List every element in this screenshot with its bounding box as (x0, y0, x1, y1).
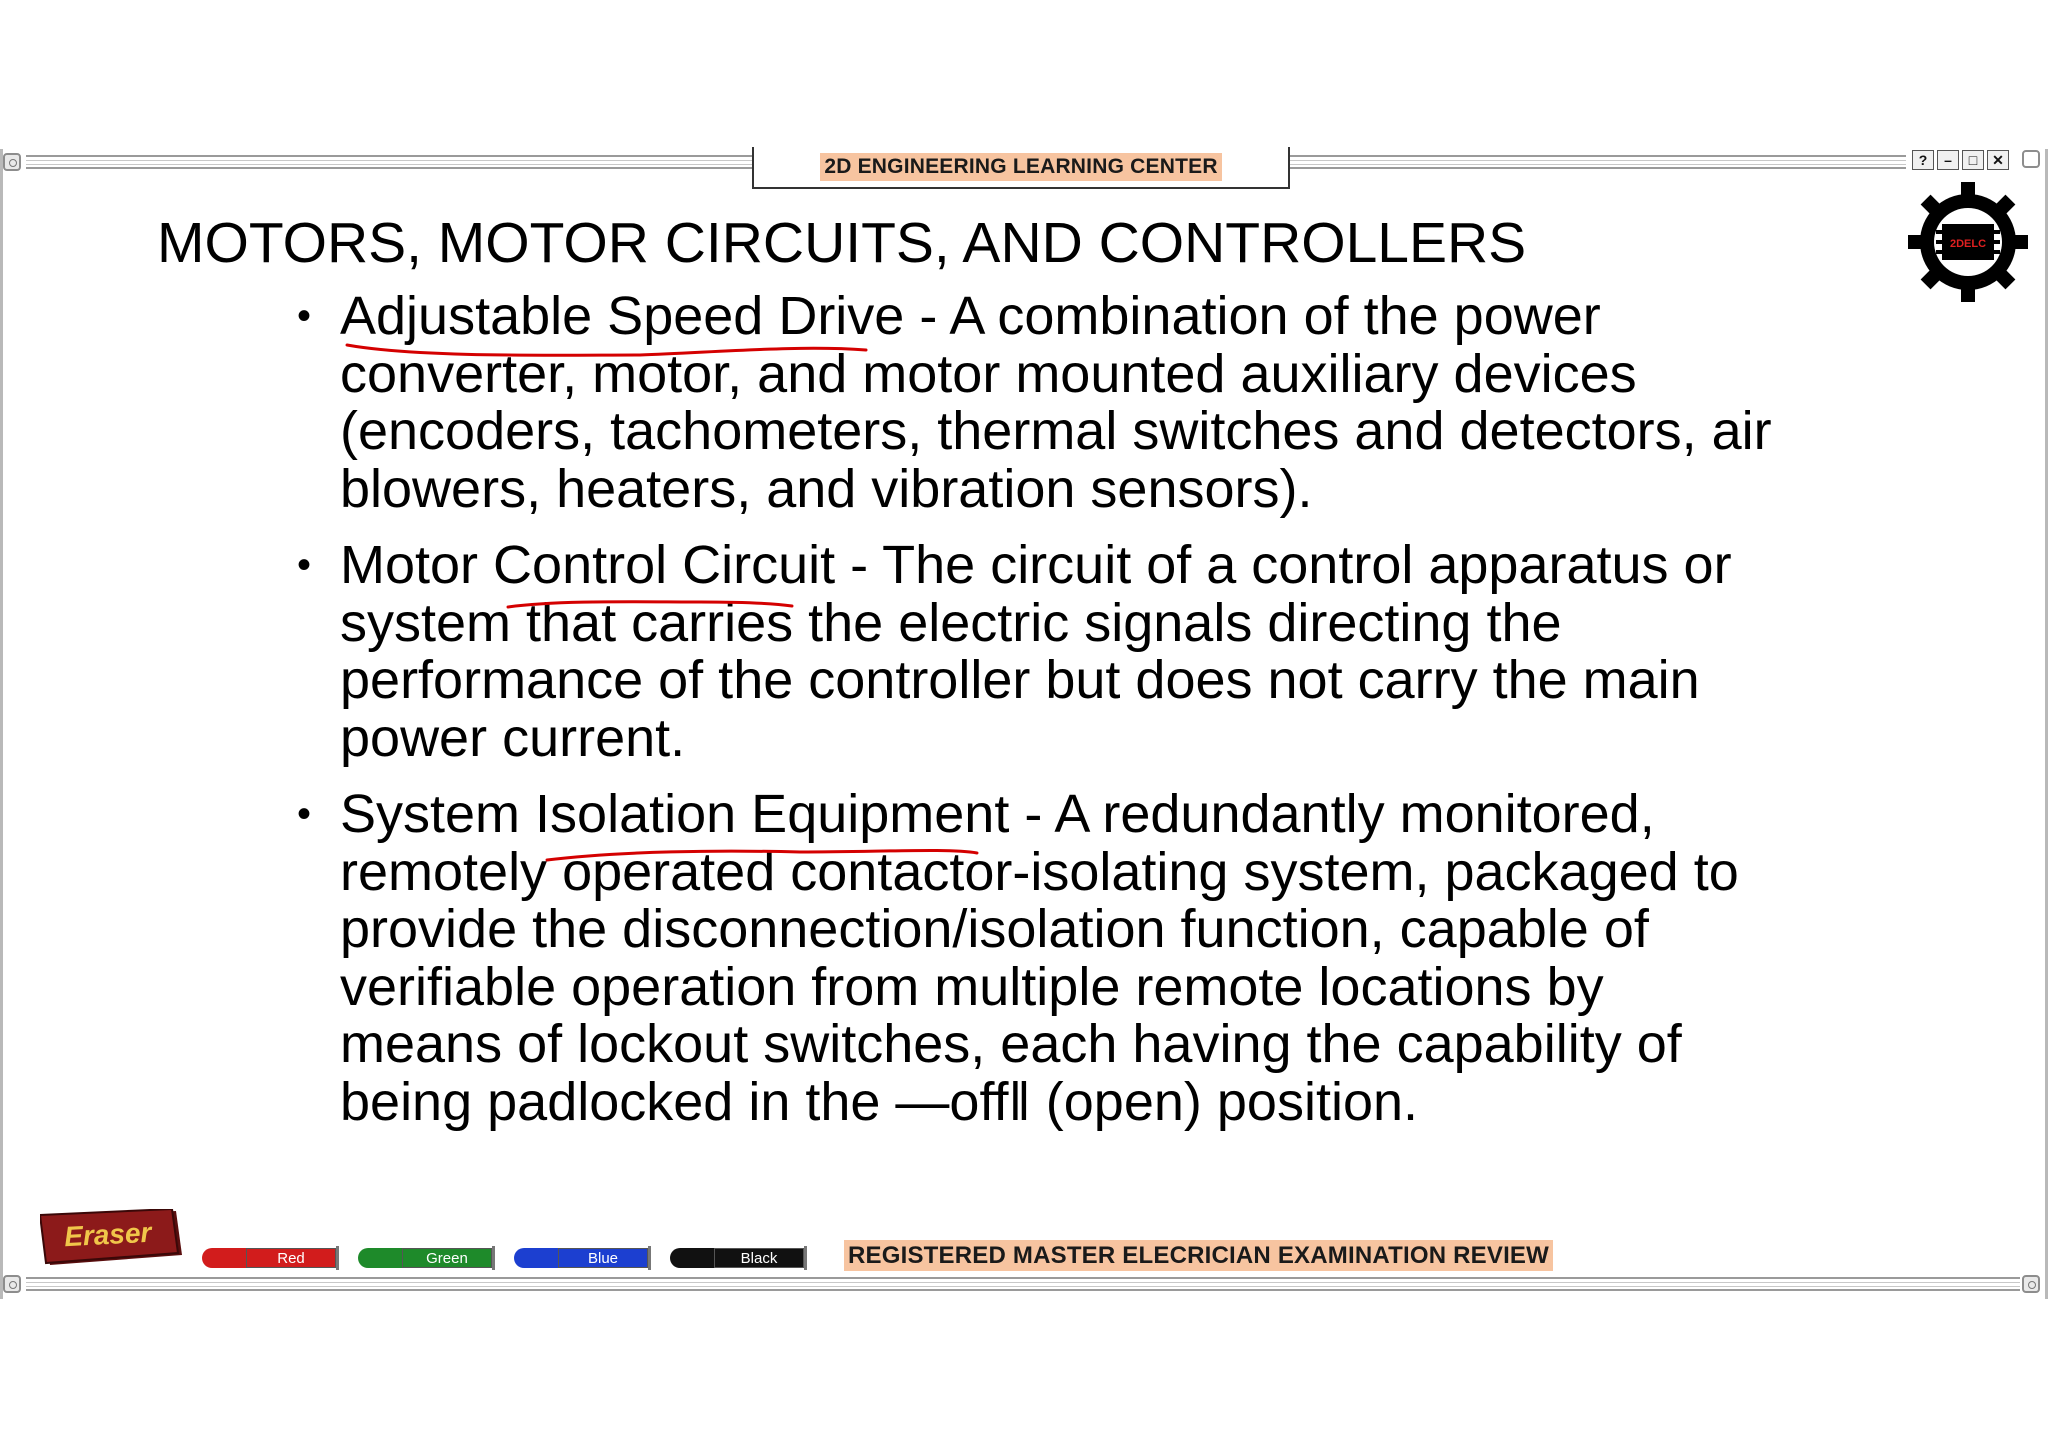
logo-text: 2DELC (1949, 238, 1987, 250)
text-line: converter, motor, and motor mounted auxiliary devices (340, 343, 1637, 404)
slide-title: MOTORS, MOTOR CIRCUITS, AND CONTROLLERS (157, 211, 1527, 275)
bottom-right-knob (2022, 1275, 2040, 1293)
green-marker-button[interactable] (358, 1246, 499, 1270)
definition-adjustable-speed-drive (297, 288, 1962, 518)
text-line: means of lockout switches, each having the capability of (340, 1014, 1682, 1074)
eraser-label: Eraser (63, 1216, 153, 1253)
text-line: provide the disconnection/isolation function, capable of (340, 899, 1649, 959)
marker-cap-icon (514, 1248, 558, 1268)
black-marker-button[interactable] (670, 1246, 811, 1270)
blue-marker-button[interactable] (514, 1246, 655, 1270)
text-line: Adjustable Speed Drive - A combination of the power (340, 286, 1601, 346)
marker-cap-icon (202, 1248, 246, 1268)
marker-cap-icon (670, 1248, 714, 1268)
window-controls (1912, 150, 2009, 170)
marker-label: Red (246, 1248, 336, 1268)
text-line: system that carries the electric signals directing the (340, 592, 1562, 653)
marker-label: Blue (558, 1248, 648, 1268)
close-button[interactable]: ✕ (1987, 150, 2009, 170)
red-marker-button[interactable] (202, 1246, 343, 1270)
text-line: verifiable operation from multiple remote locations by (340, 956, 1604, 1017)
bullet-icon: • (297, 294, 312, 338)
definition-system-isolation-equipment (297, 786, 1962, 1131)
text-line: remotely operated contactor-isolating system, packaged to (340, 841, 1739, 902)
marker-label: Green (402, 1248, 492, 1268)
bullet-icon: • (297, 543, 312, 587)
text-line: System Isolation Equipment - A redundantly monitored, (340, 784, 1655, 844)
bullet-icon: • (297, 792, 312, 836)
definition-motor-control-circuit (297, 537, 1962, 767)
learning-center-title: 2D ENGINEERING LEARNING CENTER (820, 153, 1221, 181)
top-left-knob (3, 153, 21, 171)
review-title: REGISTERED MASTER ELECRICIAN EXAMINATION REVIEW (844, 1240, 1553, 1271)
help-button[interactable]: ? (1912, 150, 1934, 170)
header-tab (752, 147, 1290, 189)
text-line: Motor Control Circuit - The circuit of a control apparatus or (340, 535, 1732, 595)
footer-banner (844, 1242, 1553, 1270)
text-line: performance of the controller but does not carry the main (340, 650, 1700, 710)
minimize-button[interactable]: – (1937, 150, 1959, 170)
top-right-knob (2022, 150, 2040, 168)
text-line: (encoders, tachometers, thermal switches and detectors, air (340, 401, 1772, 461)
text-line: being padlocked in the —offǁ (open) position. (340, 1071, 1419, 1132)
text-line: power current. (340, 707, 686, 768)
text-line: blowers, heaters, and vibration sensors). (340, 458, 1313, 519)
bottom-rail (0, 1271, 2048, 1297)
definition-list (297, 288, 1962, 1150)
gear-logo-icon (1906, 180, 2030, 304)
marker-cap-icon (358, 1248, 402, 1268)
bottom-left-knob (3, 1275, 21, 1293)
marker-label: Black (714, 1248, 804, 1268)
eraser-button[interactable] (40, 1209, 186, 1267)
restore-button[interactable]: □ (1962, 150, 1984, 170)
